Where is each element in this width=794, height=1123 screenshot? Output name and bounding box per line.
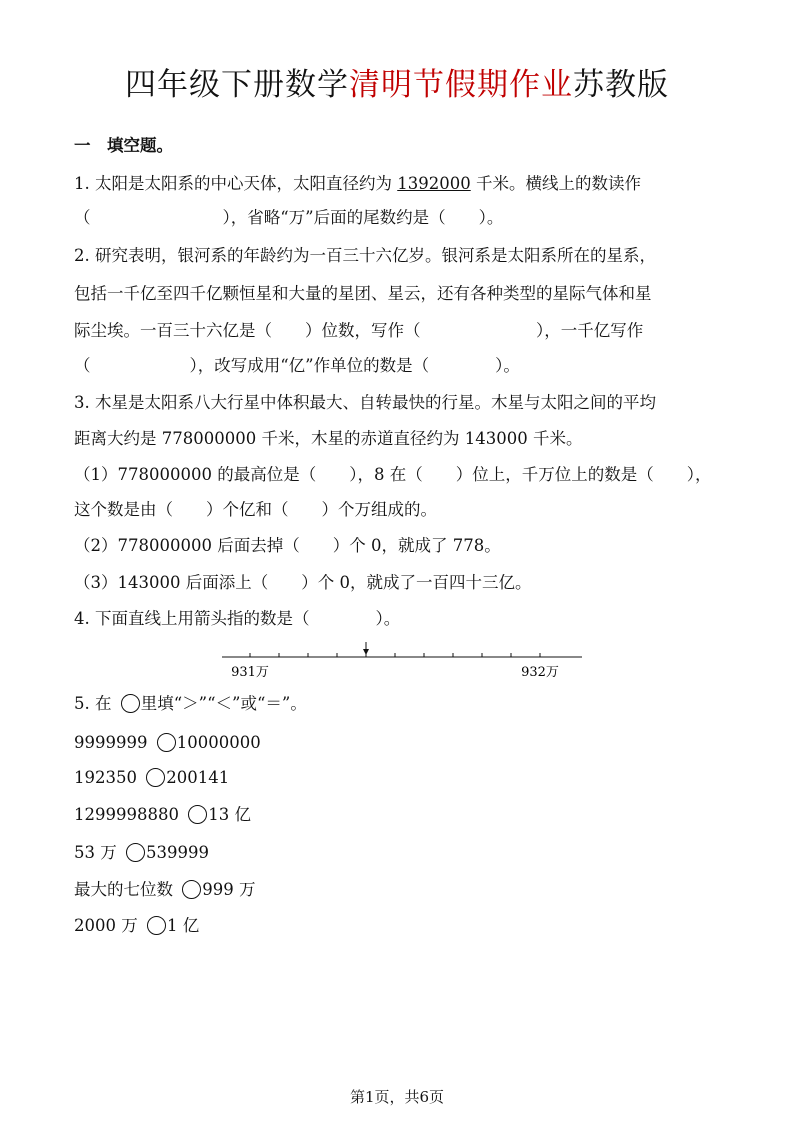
- q3-line1: 3. 木星是太阳系八大行星中体积最大、自转最快的行星。木星与太阳之间的平均: [74, 393, 656, 412]
- compare-left: 9999999: [74, 733, 153, 752]
- compare-right: 539999: [146, 843, 209, 862]
- number-line: [222, 642, 582, 682]
- q3-sub1-line1: （1）778000000 的最高位是（ ），8 在（ ）位上，千万位上的数是（ ），: [74, 465, 712, 484]
- q3-sub1-line2: 这个数是由（ ）个亿和（ ）个万组成的。: [74, 500, 437, 519]
- page-footer: 第1页，共6页: [349, 1088, 445, 1106]
- q1-text-a: 1. 太阳是太阳系的中心天体，太阳直径约为: [74, 174, 398, 193]
- compare-item: [74, 877, 734, 903]
- section-heading: 一 填空题。: [74, 136, 173, 155]
- arrow-head: [363, 649, 369, 655]
- compare-item: [74, 840, 734, 866]
- number-line-right-label: 932万: [521, 665, 559, 680]
- q1-underlined-number: 1392000: [397, 174, 471, 193]
- q3-sub2: （2）778000000 后面去掉（ ）个 0，就成了 778。: [74, 536, 501, 555]
- compare-right: 200141: [166, 768, 230, 787]
- q2-line2: 包括一千亿至四千亿颗恒星和大量的星团、星云，还有各种类型的星际气体和星: [74, 284, 652, 303]
- compare-item: [74, 913, 734, 939]
- q3-sub3: （3）143000 后面添上（ ）个 0，就成了一百四十三亿。: [74, 573, 532, 592]
- q3-line2: 距离大约是 778000000 千米，木星的赤道直径约为 143000 千米。: [74, 429, 583, 448]
- title-part2-red: 清明节假期作业: [349, 67, 573, 103]
- q2-line4: （ ），改写成用“亿”作单位的数是（ ）。: [74, 356, 520, 375]
- compare-item: [74, 730, 734, 756]
- compare-item: [74, 802, 734, 828]
- compare-left: 192350: [74, 768, 143, 787]
- arrow-icon: [363, 642, 369, 655]
- q4-text: 4. 下面直线上用箭头指的数是（ ）。: [74, 609, 401, 628]
- compare-right: 10000000: [176, 733, 261, 752]
- compare-circle-icon[interactable]: [126, 843, 145, 862]
- compare-right: 1 亿: [166, 916, 200, 935]
- compare-circle-icon[interactable]: [157, 733, 176, 752]
- compare-right: 999 万: [202, 880, 256, 899]
- compare-item: [74, 765, 734, 791]
- circle-icon: [121, 694, 140, 713]
- q5-prompt: [74, 691, 734, 717]
- compare-circle-icon[interactable]: [147, 916, 166, 935]
- title-part1: 四年级下册数学: [125, 67, 349, 103]
- compare-circle-icon[interactable]: [146, 768, 165, 787]
- q2-line3: 际尘埃。一百三十六亿是（ ）位数，写作（ ），一千亿写作: [74, 321, 644, 340]
- compare-circle-icon[interactable]: [182, 880, 201, 899]
- compare-left: 最大的七位数: [74, 880, 179, 899]
- number-line-ticks: [250, 653, 540, 657]
- page-title: [0, 60, 794, 110]
- q1-text-b: 千米。横线上的数读作: [470, 174, 641, 193]
- q1-line1: [74, 171, 734, 197]
- compare-left: 1299998880: [74, 805, 185, 824]
- q5-prompt-a: 5. 在: [74, 694, 117, 713]
- q2-line1: 2. 研究表明，银河系的年龄约为一百三十六亿岁。银河系是太阳系所在的星系，: [74, 246, 656, 265]
- compare-right: 13 亿: [208, 805, 251, 824]
- q5-prompt-b: 里填“＞”“＜”或“＝”。: [140, 694, 307, 713]
- compare-circle-icon[interactable]: [188, 805, 207, 824]
- title-part3: 苏教版: [573, 67, 669, 103]
- compare-left: 2000 万: [74, 916, 143, 935]
- q1-line2: （ ），省略“万”后面的尾数约是（ ）。: [74, 208, 504, 227]
- compare-left: 53 万: [74, 843, 122, 862]
- number-line-left-label: 931万: [231, 665, 269, 680]
